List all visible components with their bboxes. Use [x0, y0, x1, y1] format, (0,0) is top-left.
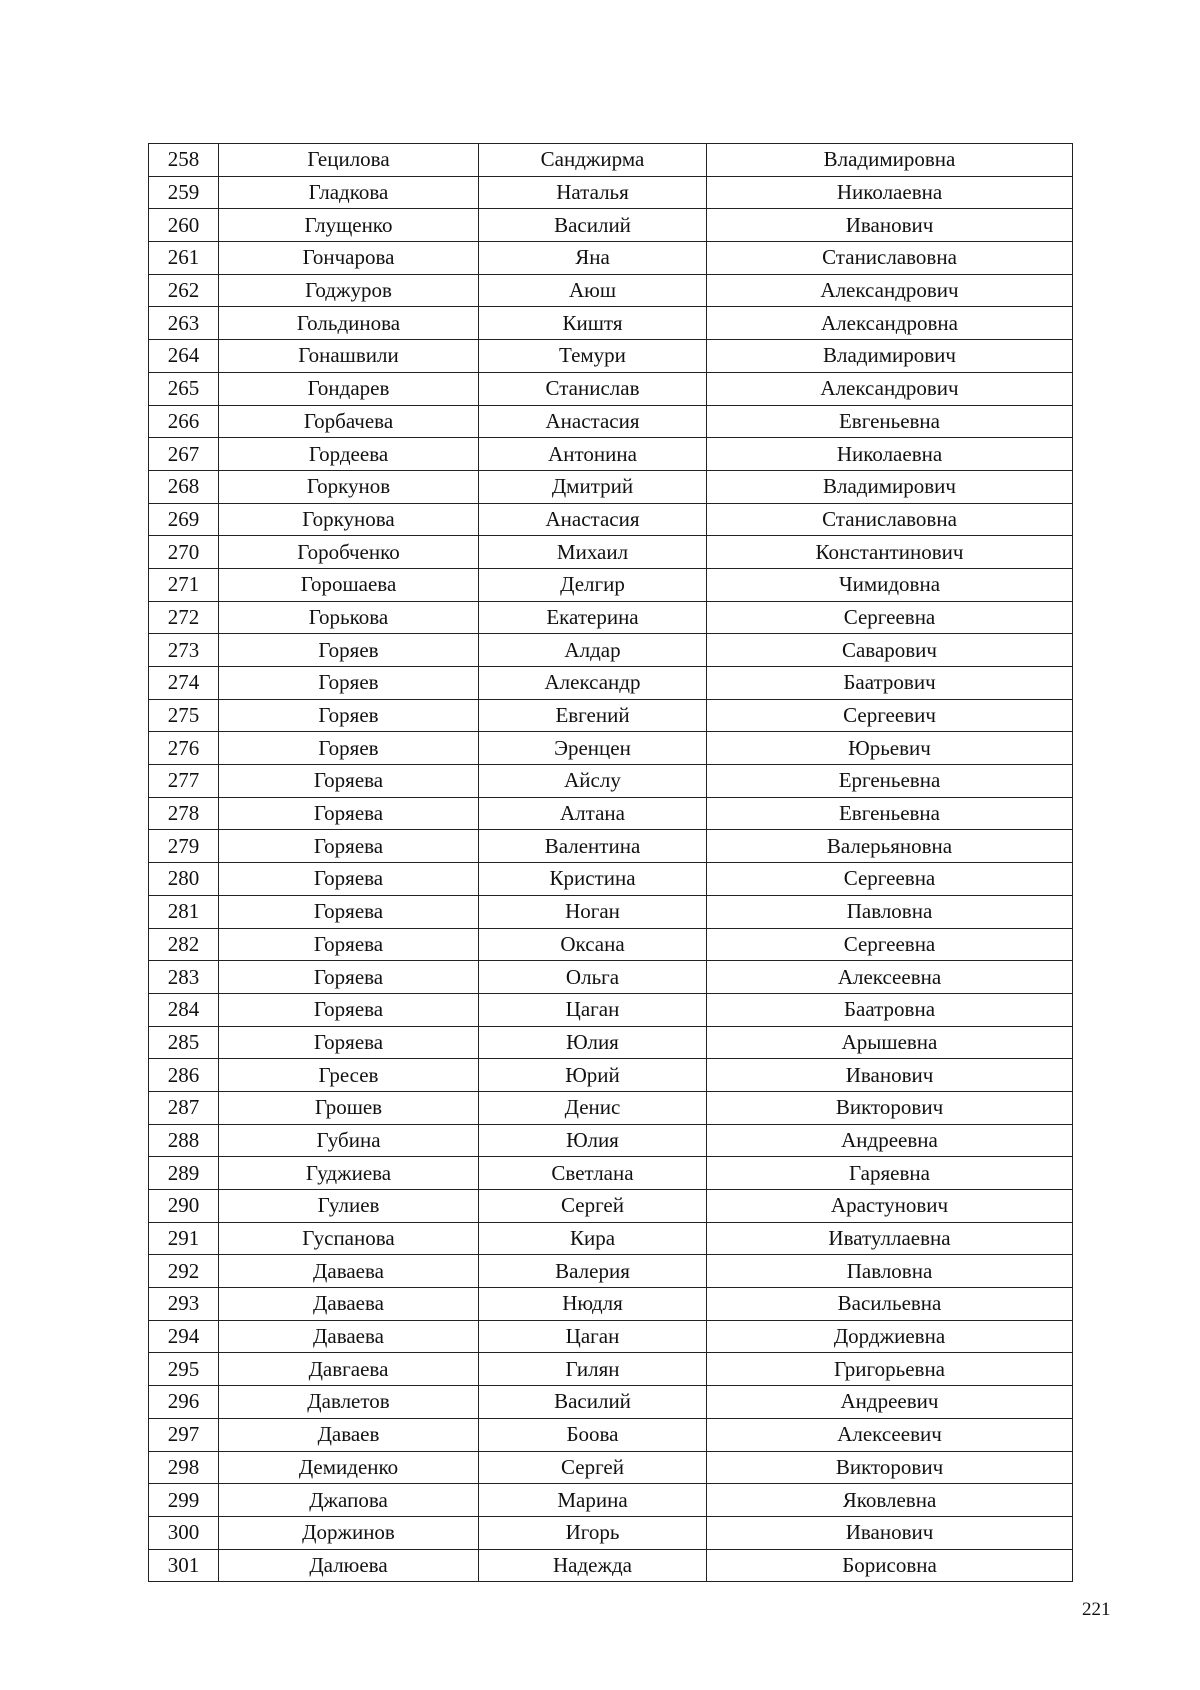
row-number-cell: 297 [149, 1418, 219, 1451]
patronymic-cell: Владимировна [707, 144, 1073, 177]
patronymic-cell: Васильевна [707, 1288, 1073, 1321]
patronymic-cell: Гаряевна [707, 1157, 1073, 1190]
first-name-cell: Темури [479, 340, 707, 373]
last-name-cell: Горяева [219, 863, 479, 896]
table-row [149, 1549, 1073, 1582]
patronymic-cell: Сергеевна [707, 928, 1073, 961]
patronymic-cell: Александрович [707, 274, 1073, 307]
patronymic-cell: Николаевна [707, 438, 1073, 471]
last-name-cell: Даваева [219, 1320, 479, 1353]
table-row [149, 1418, 1073, 1451]
last-name-cell: Гончарова [219, 242, 479, 275]
row-number-cell: 291 [149, 1222, 219, 1255]
first-name-cell: Анастасия [479, 503, 707, 536]
last-name-cell: Горошаева [219, 568, 479, 601]
last-name-cell: Гецилова [219, 144, 479, 177]
row-number-cell: 260 [149, 209, 219, 242]
last-name-cell: Горяев [219, 667, 479, 700]
table-row [149, 536, 1073, 569]
page-number: 221 [1082, 1599, 1111, 1620]
table-row [149, 405, 1073, 438]
first-name-cell: Ноган [479, 895, 707, 928]
last-name-cell: Горяева [219, 830, 479, 863]
patronymic-cell: Ергеньевна [707, 765, 1073, 798]
row-number-cell: 285 [149, 1026, 219, 1059]
first-name-cell: Михаил [479, 536, 707, 569]
patronymic-cell: Станиславовна [707, 503, 1073, 536]
first-name-cell: Юлия [479, 1124, 707, 1157]
last-name-cell: Горяев [219, 634, 479, 667]
last-name-cell: Горяева [219, 895, 479, 928]
patronymic-cell: Владимирович [707, 340, 1073, 373]
first-name-cell: Игорь [479, 1516, 707, 1549]
last-name-cell: Годжуров [219, 274, 479, 307]
table-row [149, 209, 1073, 242]
patronymic-cell: Баатрович [707, 667, 1073, 700]
table-row [149, 1222, 1073, 1255]
row-number-cell: 267 [149, 438, 219, 471]
table-row [149, 438, 1073, 471]
table-row [149, 1320, 1073, 1353]
first-name-cell: Станислав [479, 372, 707, 405]
table-row [149, 895, 1073, 928]
last-name-cell: Горяев [219, 699, 479, 732]
last-name-cell: Горяев [219, 732, 479, 765]
last-name-cell: Гладкова [219, 176, 479, 209]
row-number-cell: 266 [149, 405, 219, 438]
first-name-cell: Денис [479, 1091, 707, 1124]
first-name-cell: Валентина [479, 830, 707, 863]
row-number-cell: 262 [149, 274, 219, 307]
first-name-cell: Кристина [479, 863, 707, 896]
row-number-cell: 294 [149, 1320, 219, 1353]
table-row [149, 340, 1073, 373]
table-row [149, 568, 1073, 601]
patronymic-cell: Сергеевич [707, 699, 1073, 732]
row-number-cell: 280 [149, 863, 219, 896]
first-name-cell: Юрий [479, 1059, 707, 1092]
patronymic-cell: Сергеевна [707, 601, 1073, 634]
row-number-cell: 277 [149, 765, 219, 798]
first-name-cell: Василий [479, 1386, 707, 1419]
patronymic-cell: Павловна [707, 895, 1073, 928]
patronymic-cell: Юрьевич [707, 732, 1073, 765]
table-row [149, 470, 1073, 503]
first-name-cell: Надежда [479, 1549, 707, 1582]
patronymic-cell: Станиславовна [707, 242, 1073, 275]
patronymic-cell: Владимирович [707, 470, 1073, 503]
patronymic-cell: Сергеевна [707, 863, 1073, 896]
row-number-cell: 289 [149, 1157, 219, 1190]
patronymic-cell: Константинович [707, 536, 1073, 569]
row-number-cell: 283 [149, 961, 219, 994]
last-name-cell: Гресев [219, 1059, 479, 1092]
last-name-cell: Горбачева [219, 405, 479, 438]
patronymic-cell: Андреевна [707, 1124, 1073, 1157]
patronymic-cell: Григорьевна [707, 1353, 1073, 1386]
row-number-cell: 298 [149, 1451, 219, 1484]
table-row [149, 1484, 1073, 1517]
last-name-cell: Доржинов [219, 1516, 479, 1549]
first-name-cell: Кира [479, 1222, 707, 1255]
table-row [149, 1386, 1073, 1419]
patronymic-cell: Николаевна [707, 176, 1073, 209]
last-name-cell: Гуспанова [219, 1222, 479, 1255]
table-row [149, 863, 1073, 896]
last-name-cell: Глущенко [219, 209, 479, 242]
table-row [149, 1190, 1073, 1223]
first-name-cell: Светлана [479, 1157, 707, 1190]
first-name-cell: Нюдля [479, 1288, 707, 1321]
last-name-cell: Гонашвили [219, 340, 479, 373]
table-row [149, 699, 1073, 732]
patronymic-cell: Александрович [707, 372, 1073, 405]
table-row [149, 601, 1073, 634]
first-name-cell: Киштя [479, 307, 707, 340]
first-name-cell: Марина [479, 1484, 707, 1517]
patronymic-cell: Алексеевна [707, 961, 1073, 994]
row-number-cell: 296 [149, 1386, 219, 1419]
table-row [149, 274, 1073, 307]
table-row [149, 1516, 1073, 1549]
last-name-cell: Гордеева [219, 438, 479, 471]
patronymic-cell: Павловна [707, 1255, 1073, 1288]
last-name-cell: Горяева [219, 797, 479, 830]
names-table-body [149, 144, 1073, 1582]
table-row [149, 797, 1073, 830]
table-row [149, 242, 1073, 275]
last-name-cell: Даваева [219, 1288, 479, 1321]
table-row [149, 176, 1073, 209]
last-name-cell: Горькова [219, 601, 479, 634]
row-number-cell: 270 [149, 536, 219, 569]
row-number-cell: 276 [149, 732, 219, 765]
last-name-cell: Гондарев [219, 372, 479, 405]
last-name-cell: Гулиев [219, 1190, 479, 1223]
row-number-cell: 290 [149, 1190, 219, 1223]
table-row [149, 1451, 1073, 1484]
row-number-cell: 265 [149, 372, 219, 405]
patronymic-cell: Иватуллаевна [707, 1222, 1073, 1255]
table-row [149, 634, 1073, 667]
last-name-cell: Грошев [219, 1091, 479, 1124]
table-row [149, 928, 1073, 961]
table-row [149, 667, 1073, 700]
row-number-cell: 301 [149, 1549, 219, 1582]
table-row [149, 144, 1073, 177]
patronymic-cell: Валерьяновна [707, 830, 1073, 863]
table-row [149, 307, 1073, 340]
last-name-cell: Далюева [219, 1549, 479, 1582]
row-number-cell: 282 [149, 928, 219, 961]
row-number-cell: 273 [149, 634, 219, 667]
first-name-cell: Оксана [479, 928, 707, 961]
table-row [149, 1059, 1073, 1092]
last-name-cell: Давгаева [219, 1353, 479, 1386]
last-name-cell: Горкунов [219, 470, 479, 503]
first-name-cell: Сергей [479, 1190, 707, 1223]
table-row [149, 732, 1073, 765]
first-name-cell: Алтана [479, 797, 707, 830]
patronymic-cell: Иванович [707, 1516, 1073, 1549]
table-row [149, 1091, 1073, 1124]
patronymic-cell: Борисовна [707, 1549, 1073, 1582]
row-number-cell: 287 [149, 1091, 219, 1124]
row-number-cell: 263 [149, 307, 219, 340]
table-row [149, 1124, 1073, 1157]
patronymic-cell: Саварович [707, 634, 1073, 667]
table-row [149, 1255, 1073, 1288]
last-name-cell: Демиденко [219, 1451, 479, 1484]
row-number-cell: 269 [149, 503, 219, 536]
last-name-cell: Горяева [219, 961, 479, 994]
last-name-cell: Давлетов [219, 1386, 479, 1419]
first-name-cell: Делгир [479, 568, 707, 601]
row-number-cell: 300 [149, 1516, 219, 1549]
table-row [149, 765, 1073, 798]
table-row [149, 961, 1073, 994]
first-name-cell: Сергей [479, 1451, 707, 1484]
first-name-cell: Яна [479, 242, 707, 275]
patronymic-cell: Иванович [707, 1059, 1073, 1092]
last-name-cell: Даваев [219, 1418, 479, 1451]
row-number-cell: 299 [149, 1484, 219, 1517]
first-name-cell: Гилян [479, 1353, 707, 1386]
first-name-cell: Боова [479, 1418, 707, 1451]
first-name-cell: Евгений [479, 699, 707, 732]
row-number-cell: 281 [149, 895, 219, 928]
first-name-cell: Александр [479, 667, 707, 700]
table-row [149, 1026, 1073, 1059]
row-number-cell: 293 [149, 1288, 219, 1321]
first-name-cell: Антонина [479, 438, 707, 471]
patronymic-cell: Александровна [707, 307, 1073, 340]
first-name-cell: Василий [479, 209, 707, 242]
first-name-cell: Санджирма [479, 144, 707, 177]
first-name-cell: Цаган [479, 1320, 707, 1353]
row-number-cell: 261 [149, 242, 219, 275]
last-name-cell: Горяева [219, 765, 479, 798]
names-table [148, 143, 1073, 1582]
row-number-cell: 274 [149, 667, 219, 700]
first-name-cell: Валерия [479, 1255, 707, 1288]
last-name-cell: Даваева [219, 1255, 479, 1288]
row-number-cell: 292 [149, 1255, 219, 1288]
patronymic-cell: Арастунович [707, 1190, 1073, 1223]
row-number-cell: 278 [149, 797, 219, 830]
table-row [149, 503, 1073, 536]
table-row [149, 1288, 1073, 1321]
row-number-cell: 258 [149, 144, 219, 177]
first-name-cell: Наталья [479, 176, 707, 209]
patronymic-cell: Викторович [707, 1451, 1073, 1484]
last-name-cell: Горобченко [219, 536, 479, 569]
row-number-cell: 268 [149, 470, 219, 503]
row-number-cell: 275 [149, 699, 219, 732]
row-number-cell: 259 [149, 176, 219, 209]
row-number-cell: 295 [149, 1353, 219, 1386]
last-name-cell: Джапова [219, 1484, 479, 1517]
patronymic-cell: Арышевна [707, 1026, 1073, 1059]
first-name-cell: Екатерина [479, 601, 707, 634]
last-name-cell: Губина [219, 1124, 479, 1157]
last-name-cell: Горяева [219, 1026, 479, 1059]
table-row [149, 830, 1073, 863]
first-name-cell: Аюш [479, 274, 707, 307]
patronymic-cell: Евгеньевна [707, 797, 1073, 830]
row-number-cell: 271 [149, 568, 219, 601]
patronymic-cell: Викторович [707, 1091, 1073, 1124]
first-name-cell: Юлия [479, 1026, 707, 1059]
last-name-cell: Гольдинова [219, 307, 479, 340]
table-row [149, 1157, 1073, 1190]
last-name-cell: Горяева [219, 993, 479, 1026]
first-name-cell: Айслу [479, 765, 707, 798]
row-number-cell: 286 [149, 1059, 219, 1092]
patronymic-cell: Иванович [707, 209, 1073, 242]
patronymic-cell: Евгеньевна [707, 405, 1073, 438]
last-name-cell: Горяева [219, 928, 479, 961]
row-number-cell: 279 [149, 830, 219, 863]
first-name-cell: Алдар [479, 634, 707, 667]
first-name-cell: Ольга [479, 961, 707, 994]
last-name-cell: Горкунова [219, 503, 479, 536]
table-row [149, 993, 1073, 1026]
patronymic-cell: Чимидовна [707, 568, 1073, 601]
table-row [149, 1353, 1073, 1386]
table-row [149, 372, 1073, 405]
first-name-cell: Дмитрий [479, 470, 707, 503]
first-name-cell: Эренцен [479, 732, 707, 765]
row-number-cell: 284 [149, 993, 219, 1026]
patronymic-cell: Яковлевна [707, 1484, 1073, 1517]
patronymic-cell: Баатровна [707, 993, 1073, 1026]
patronymic-cell: Алексеевич [707, 1418, 1073, 1451]
row-number-cell: 264 [149, 340, 219, 373]
row-number-cell: 288 [149, 1124, 219, 1157]
first-name-cell: Анастасия [479, 405, 707, 438]
patronymic-cell: Андреевич [707, 1386, 1073, 1419]
patronymic-cell: Дорджиевна [707, 1320, 1073, 1353]
first-name-cell: Цаган [479, 993, 707, 1026]
row-number-cell: 272 [149, 601, 219, 634]
last-name-cell: Гуджиева [219, 1157, 479, 1190]
